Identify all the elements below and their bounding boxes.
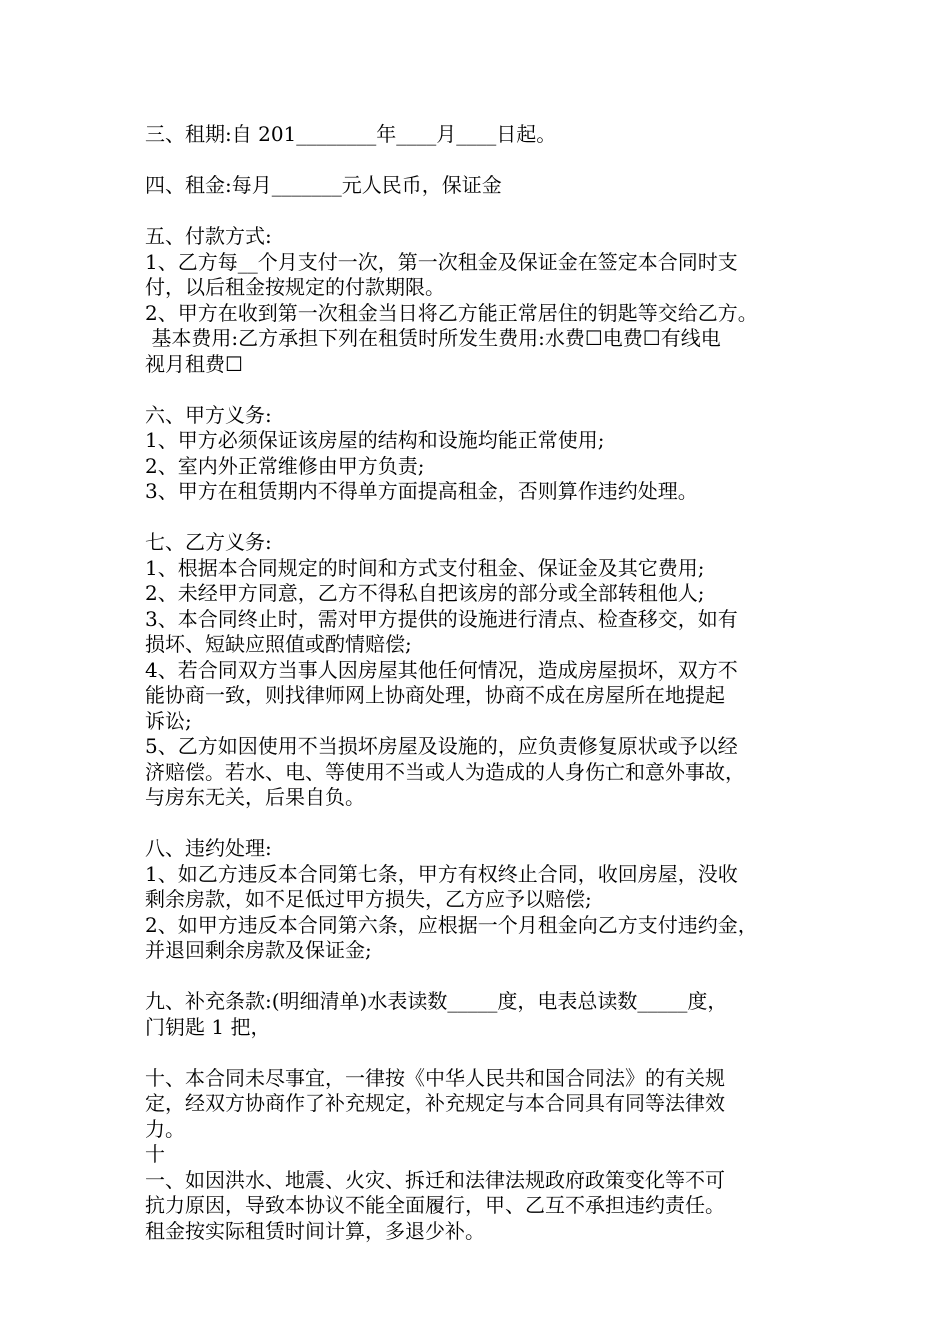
text-line: 1、甲方必须保证该房屋的结构和设施均能正常使用; xyxy=(145,428,605,452)
text-line: 损坏、短缺应照值或酌情赔偿; xyxy=(145,632,412,656)
text-line: 十 xyxy=(145,1142,165,1166)
text-line: 1、乙方每__个月支付一次，第一次租金及保证金在签定本合同时支 xyxy=(145,249,738,274)
text-line: 九、补充条款:(明细清单)水表读数_____度，电表总读数_____度， xyxy=(145,989,728,1013)
text-line: 视月租费☐ xyxy=(145,351,243,376)
text-line: 剩余房款，如不足低过甲方损失，乙方应予以赔偿; xyxy=(145,887,592,911)
clause-breach xyxy=(145,836,835,964)
text-line: 2、如甲方违反本合同第六条，应根据一个月租金向乙方支付违约金， xyxy=(145,912,758,937)
text-line: 抗力原因，导致本协议不能全面履行，甲、乙互不承担违约责任。 xyxy=(145,1193,725,1217)
text-line: 并退回剩余房款及保证金; xyxy=(145,938,372,962)
clause-rent xyxy=(145,173,835,199)
text-line: 诉讼; xyxy=(145,708,192,733)
clause-party-a-duties xyxy=(145,403,835,505)
text-line: 5、乙方如因使用不当损坏房屋及设施的，应负责修复原状或予以经 xyxy=(145,734,738,758)
clause-misc xyxy=(145,1066,835,1245)
paragraph-gap xyxy=(145,377,835,403)
paragraph-gap xyxy=(145,964,835,990)
text-line: 3、本合同终止时，需对甲方提供的设施进行清点、检查移交，如有 xyxy=(145,606,738,631)
text-line: 十、本合同未尽事宜，一律按《中华人民共和国合同法》的有关规 xyxy=(145,1065,725,1090)
text-line: 力。 xyxy=(145,1116,185,1141)
clause-party-b-duties xyxy=(145,530,835,811)
text-line: 2、室内外正常维修由甲方负责; xyxy=(145,453,425,478)
paragraph-gap xyxy=(145,505,835,531)
clause-heading: 五、付款方式: xyxy=(145,224,272,248)
text-line: 济赔偿。若水、电、等使用不当或人为造成的人身伤亡和意外事故， xyxy=(145,759,745,784)
paragraph-gap xyxy=(145,811,835,837)
text-line: 四、租金:每月_______元人民币，保证金 xyxy=(145,173,502,197)
text-line: 4、若合同双方当事人因房屋其他任何情况，造成房屋损坏，双方不 xyxy=(145,657,738,682)
text-line: 2、甲方在收到第一次租金当日将乙方能正常居住的钥匙等交给乙方。 xyxy=(145,300,758,325)
clause-supplementary xyxy=(145,989,835,1040)
text-line: 能协商一致，则找律师网上协商处理，协商不成在房屋所在地提起 xyxy=(145,683,725,707)
clause-lease-term xyxy=(145,122,835,148)
clause-heading: 七、乙方义务: xyxy=(145,530,272,554)
text-line: 1、根据本合同规定的时间和方式支付租金、保证金及其它费用; xyxy=(145,555,705,580)
text-line: 基本费用:乙方承担下列在租赁时所发生费用:水费☐电费☐有线电 xyxy=(145,326,721,350)
text-line: 与房东无关，后果自负。 xyxy=(145,785,365,809)
text-line: 1、如乙方违反本合同第七条，甲方有权终止合同，收回房屋，没收 xyxy=(145,861,738,886)
clause-heading: 六、甲方义务: xyxy=(145,402,272,427)
text-line: 三、租期:自 201________年____月____日起。 xyxy=(145,122,557,146)
text-line: 2、未经甲方同意，乙方不得私自把该房的部分或全部转租他人; xyxy=(145,581,705,605)
paragraph-gap xyxy=(145,1040,835,1066)
text-line: 租金按实际租赁时间计算，多退少补。 xyxy=(145,1218,485,1243)
clause-payment xyxy=(145,224,835,377)
text-line: 定，经双方协商作了补充规定，补充规定与本合同具有同等法律效 xyxy=(145,1091,725,1115)
text-line: 付，以后租金按规定的付款期限。 xyxy=(145,275,445,299)
text-line: 门钥匙 1 把， xyxy=(145,1014,271,1039)
paragraph-gap xyxy=(145,199,835,225)
text-line: 3、甲方在租赁期内不得单方面提高租金，否则算作违约处理。 xyxy=(145,479,698,503)
contract-page xyxy=(145,122,835,1244)
text-line: 一、如因洪水、地震、火灾、拆迁和法律法规政府政策变化等不可 xyxy=(145,1167,725,1192)
paragraph-gap xyxy=(145,148,835,174)
clause-heading: 八、违约处理: xyxy=(145,836,272,860)
